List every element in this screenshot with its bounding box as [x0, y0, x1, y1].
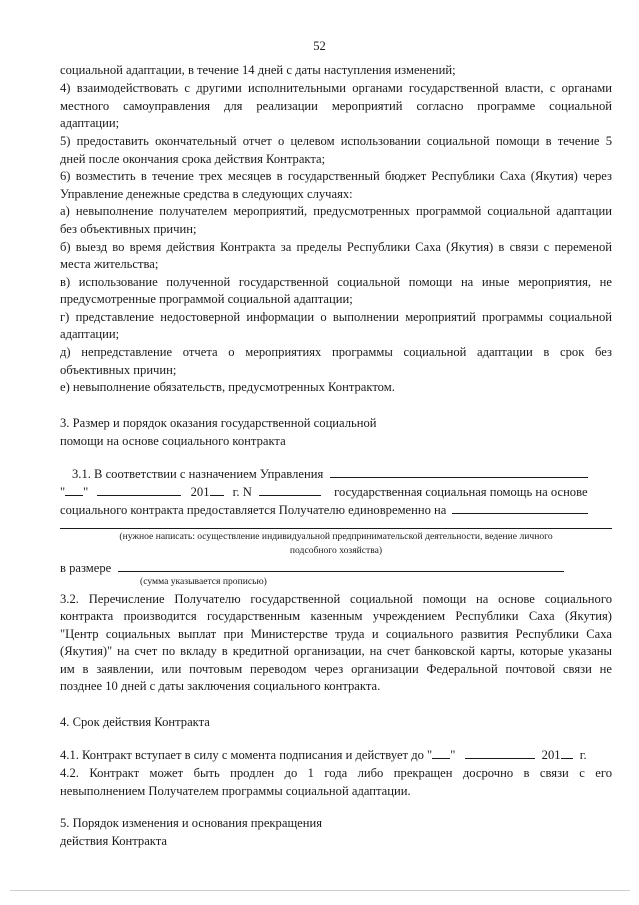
- text-line: адаптации;: [60, 327, 120, 341]
- text-line: д) непредставление отчета о мероприятиях программы социальной адаптации в срок без: [60, 345, 612, 359]
- amount-row: [60, 560, 612, 576]
- scan-edge-divider: [10, 890, 630, 891]
- page-number: 52: [313, 39, 326, 53]
- text-line: в) использование полученной государственной социальной помощи на иные мероприятия, не: [60, 275, 612, 289]
- year-prefix: 201: [190, 485, 210, 499]
- text-line: дней после окончания срока действия Контракта;: [60, 152, 326, 166]
- section-5-heading-cont: действия Контракта: [60, 834, 168, 848]
- text-line: б) выезд во время действия Контракта за пределы Республики Саха (Якутия) в связи с переменой: [60, 240, 612, 254]
- text-line: "Центр социальных выплат при Министерстве труда и социального развития Республики Саха: [60, 627, 612, 641]
- purpose-hint: (нужное написать: осуществление индивидуальной предпринимательской деятельности, ведение личного: [119, 531, 553, 542]
- text-line: 6) возместить в течение трех месяцев в государственный бюджет Республики Саха (Якутия) через: [60, 169, 612, 183]
- text-line: Управление денежные средства в следующих случаях:: [60, 187, 353, 201]
- text-line: места жительства;: [60, 257, 159, 271]
- purpose-hint-cont: подсобного хозяйства): [289, 545, 383, 556]
- section-3-heading-cont: помощи на основе социального контракта: [60, 434, 286, 448]
- year-prefix: 201: [541, 748, 561, 762]
- text-line: без объективных причин;: [60, 222, 197, 236]
- text-line: 3.2. Перечисление Получателю государственной социальной помощи на основе социального: [60, 592, 612, 606]
- text-line: невыполнением Получателем программы социальной адаптации.: [60, 784, 411, 798]
- amount-blank[interactable]: [118, 560, 564, 572]
- quote-open: ": [60, 485, 66, 499]
- month-blank[interactable]: [97, 484, 181, 496]
- section-3-heading: 3. Размер и порядок оказания государственной социальной: [60, 416, 377, 430]
- text-line: е) невыполнение обязательств, предусмотренных Контрактом.: [60, 380, 395, 394]
- text-line: 4.2. Контракт может быть продлен до 1 года либо прекращен досрочно в связи с его: [60, 766, 612, 780]
- clause-text: государственная социальная помощь на основе: [334, 485, 588, 499]
- year-blank[interactable]: [210, 484, 224, 496]
- text-line: контракта производится государственным казенным учреждением Республики Саха (Якутия): [60, 609, 612, 623]
- day-blank[interactable]: [65, 484, 83, 496]
- clause-3-1-line-1: [60, 466, 612, 482]
- clause-text: 3.1. В соответствии с назначением Управления: [72, 467, 324, 481]
- amount-label: в размере: [60, 561, 112, 575]
- text-line: предусмотренные программой социальной адаптации;: [60, 292, 353, 306]
- year-blank[interactable]: [561, 747, 573, 759]
- text-line: местного самоуправления для реализации мероприятий согласно программе социальной: [60, 99, 612, 113]
- text-line: адаптации;: [60, 116, 120, 130]
- text-line: им в заявлении, или почтовым переводом через организации Федеральной почтовой связи не: [60, 662, 612, 676]
- quote-close: ": [83, 485, 89, 499]
- text-line: 4) взаимодействовать с другими исполнительными органами государственной власти, с органами: [60, 81, 612, 95]
- clause-4-1: [60, 747, 612, 763]
- section-4-heading: 4. Срок действия Контракта: [60, 715, 210, 729]
- number-blank[interactable]: [259, 484, 321, 496]
- text-line: а) невыполнение получателем мероприятий, предусмотренных программой социальной адаптации: [60, 204, 612, 218]
- text-line: позднее 10 дней с даты заключения социального контракта.: [60, 679, 381, 693]
- text-line: социальной адаптации, в течение 14 дней с даты наступления изменений;: [60, 63, 456, 77]
- month-blank[interactable]: [465, 747, 535, 759]
- administration-blank[interactable]: [330, 466, 588, 478]
- amount-hint: (сумма указывается прописью): [140, 576, 267, 587]
- purpose-blank-full[interactable]: [60, 517, 612, 529]
- year-suffix: г.: [579, 748, 587, 762]
- text-line: объективных причин;: [60, 363, 177, 377]
- number-label: г. N: [232, 485, 252, 499]
- clause-3-1-line-2: [60, 484, 612, 500]
- clause-3-1-line-3: [60, 502, 612, 518]
- section-5-heading: 5. Порядок изменения и основания прекращения: [60, 816, 322, 830]
- text-line: 5) предоставить окончательный отчет о целевом использовании социальной помощи в течение 5: [60, 134, 612, 148]
- quote-close: ": [450, 748, 456, 762]
- text-line: г) представление недостоверной информации о выполнении мероприятий программы социальной: [60, 310, 612, 324]
- day-blank[interactable]: [432, 747, 450, 759]
- text-line: (Якутия)" на счет по вкладу в кредитной организации, на счет банковской карты, которые указаны: [60, 644, 612, 658]
- purpose-blank[interactable]: [452, 502, 588, 514]
- clause-text: 4.1. Контракт вступает в силу с момента подписания и действует до ": [60, 748, 433, 762]
- clause-text: социального контракта предоставляется Получателю единовременно на: [60, 503, 447, 517]
